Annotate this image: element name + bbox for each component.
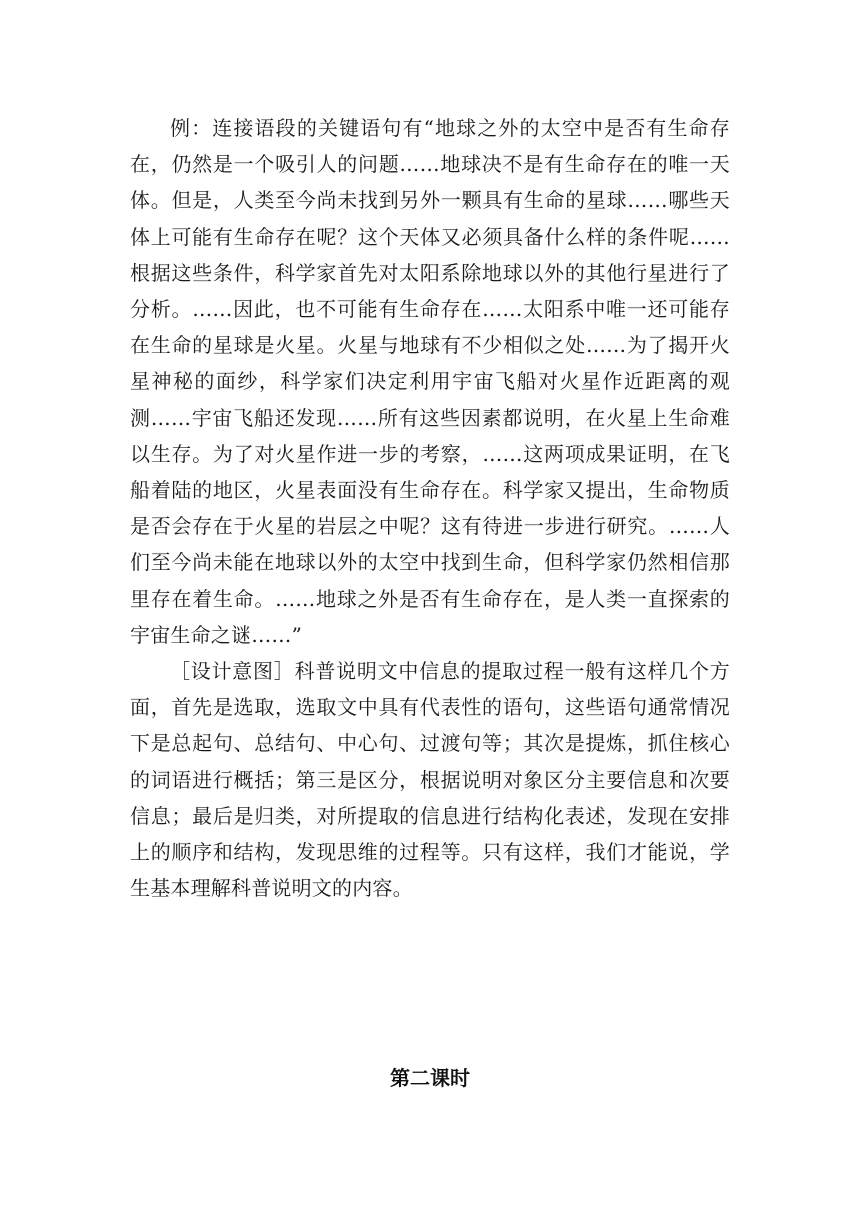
example-paragraph: 例：连接语段的关键语句有“地球之外的太空中是否有生命存在，仍然是一个吸引人的问题……地球决不是有生命存在的唯一天体。但是，人类至今尚未找到另外一颗具有生命的星球……哪些天体上可能有生命存在呢？这个天体又必须具备什么样的条件呢……根据这些条件，科学家首先对太阳系除地球以外的其他行星进行了分析。……因此，也不可能有生命存在……太阳系中唯一还可能存在生命的星球是火星。火星与地球有不少相似之处……为了揭开火星神秘的面纱，科学家们决定利用宇宙飞船对火星作近距离的观测……宇宙飞船还发现……所有这些因素都说明，在火星上生命难以生存。为了对火星作进一步的考察，……这两项成果证明，在飞船着陆的地区，火星表面没有生命存在。科学家又提出，生命物质是否会存在于火星的岩层之中呢？这有待进一步进行研究。……人们至今尚未能在地球以外的太空中找到生命，但科学家仍然相信那里存在着生命。……地球之外是否有生命存在，是人类一直探索的宇宙生命之谜……” <box>130 116 730 647</box>
section-title: 第二课时 <box>390 1066 470 1090</box>
design-intent-paragraph <box>130 653 730 906</box>
design-intent-text: 科普说明文中信息的提取过程一般有这样几个方面，首先是选取，选取文中具有代表性的语句，这些语句通常情况下是总起句、总结句、中心句、过渡句等；其次是提炼，抓住核心的词语进行概括；第三是区分，根据说明对象区分主要信息和次要信息；最后是归类，对所提取的信息进行结构化表述，发现在安排上的顺序和结构，发现思维的过程等。只有这样，我们才能说，学生基本理解科普说明文的内容。 <box>130 659 731 901</box>
document-body <box>130 110 730 906</box>
design-intent-label: ［设计意图］ <box>170 659 295 684</box>
